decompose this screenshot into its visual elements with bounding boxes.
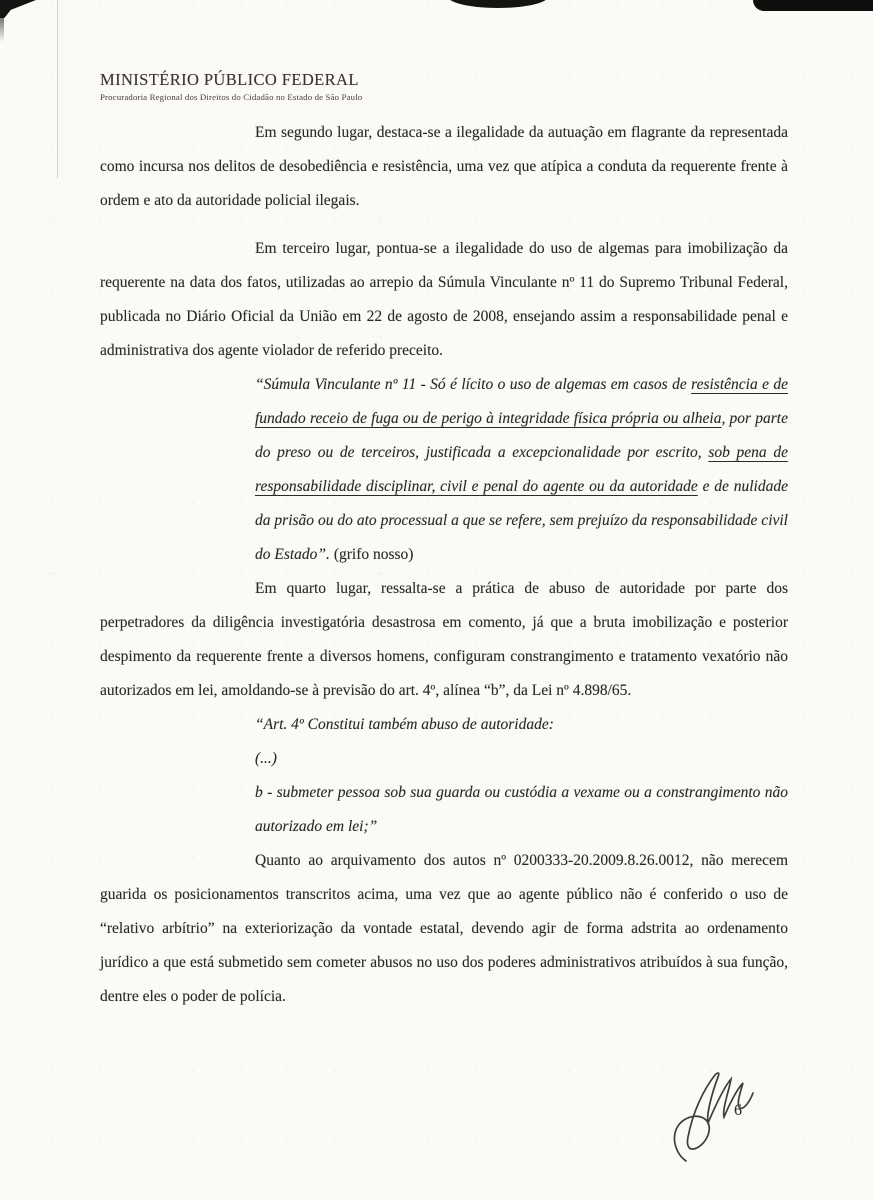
- quote-art4-ellipsis: (...): [255, 750, 277, 767]
- quote-sumula-vinculante-11: [255, 368, 788, 572]
- scan-artifact-top-middle-icon: [448, 0, 548, 8]
- scan-artifact-top-right-icon: [753, 0, 873, 11]
- scan-artifact-top-left-icon: [0, 0, 36, 18]
- letterhead: [100, 70, 362, 102]
- page-number: 6: [734, 1102, 742, 1119]
- quote-closing: e de nulidade da prisão ou do ato processual a que se refere, sem prejuízo da responsabilidade civil do Estado”.: [255, 478, 788, 563]
- document-body: [100, 116, 788, 1014]
- quote-art4-item-b: b - submeter pessoa sob sua guarda ou custódia a vexame ou a constrangimento não autorizado em lei;”: [255, 784, 788, 835]
- quote-underlined-segment-2: sob pena de responsabilidade disciplinar, civil e penal do agente ou da autoridade: [255, 444, 788, 495]
- handwritten-signature-icon: [668, 1063, 763, 1168]
- quote-art-4-lei-4898: [255, 708, 788, 844]
- paragraph-third-point: Em terceiro lugar, pontua-se a ilegalidade do uso de algemas para imobilização da requerente na data dos fatos, utilizadas ao arrepio da Súmula Vinculante nº 11 do Supremo Tribunal Federal, publicada no Diário Oficial da União em 22 de agosto de 2008, ensejando assim a responsabilidade penal e administrativa dos agente violador de referido preceito.: [100, 240, 788, 359]
- scan-artifact-left-edge-icon: [0, 0, 4, 42]
- paragraph-arquivamento: Quanto ao arquivamento dos autos nº 0200333-20.2009.8.26.0012, não merecem guarida os posicionamentos transcritos acima, uma vez que ao agente público não é conferido o uso de “relativo arbítrio” na exteriorização da vontade estatal, devendo agir de forma adstrita ao ordenamento jurídico a que está submetido sem cometer abusos no uso dos poderes administrativos atribuídos à sua função, dentre eles o poder de polícia.: [100, 852, 788, 1005]
- quote-emphasis-note: (grifo nosso): [329, 546, 414, 563]
- quote-art4-heading: “Art. 4º Constitui também abuso de autoridade:: [255, 716, 554, 733]
- quote-underlined-segment-1: resistência e de fundado receio de fuga ou de perigo à integridade física própria ou alheia: [255, 376, 788, 427]
- paragraph-fourth-point: Em quarto lugar, ressalta-se a prática de abuso de autoridade por parte dos perpetradores da diligência investigatória desastrosa em comento, já que a bruta imobilização e posterior despimento da requerente frente a diversos homens, configuram constrangimento e tratamento vexatório não autorizados em lei, amoldando-se à previsão do art. 4º, alínea “b”, da Lei nº 4.898/65.: [100, 580, 788, 699]
- paragraph-second-point: Em segundo lugar, destaca-se a ilegalidade da autuação em flagrante da representada como incursa nos delitos de desobediência e resistência, uma vez que atípica a conduta da requerente frente à ordem e ato da autoridade policial ilegais.: [100, 124, 788, 209]
- paper-fold-line: [57, 0, 58, 178]
- quote-middle: , por parte do preso ou de terceiros, justificada a excepcionalidade por escrito,: [255, 410, 788, 461]
- ministry-name: MINISTÉRIO PÚBLICO FEDERAL: [100, 70, 359, 89]
- quote-intro: “Súmula Vinculante nº 11 - Só é lícito o uso de algemas em casos de: [255, 376, 692, 393]
- office-subtitle: Procuradoria Regional dos Direitos do Cidadão no Estado de São Paulo: [100, 92, 363, 102]
